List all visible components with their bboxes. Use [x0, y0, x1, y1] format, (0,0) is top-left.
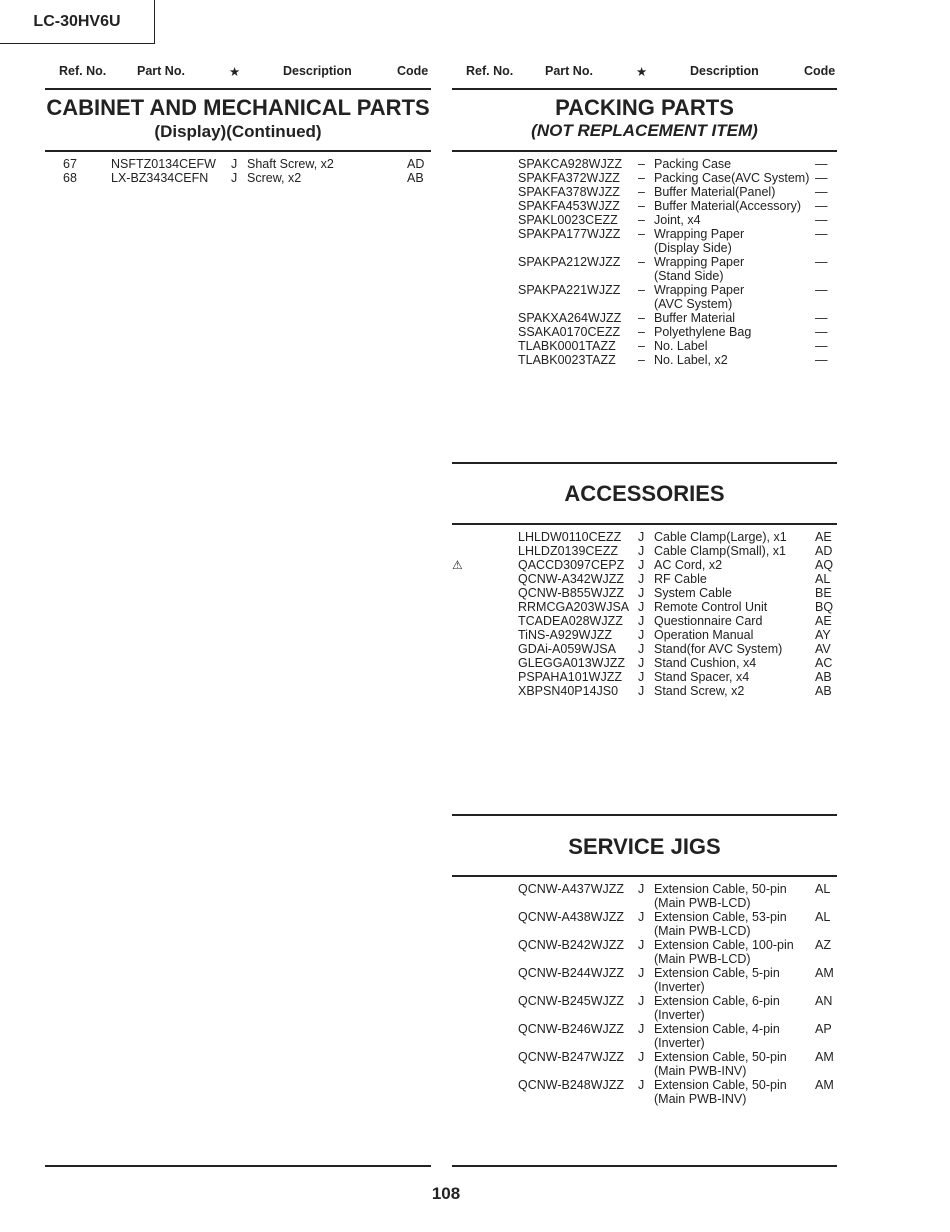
description-cell: Wrapping Paper [654, 255, 745, 269]
table-row [0, 938, 950, 966]
description-detail-cell: (Inverter) [654, 1036, 705, 1050]
part-number-cell: SPAKPA212WJZZ [518, 255, 621, 269]
code-cell: AM [815, 966, 834, 980]
part-number-cell: QCNW-A438WJZZ [518, 910, 625, 924]
part-number-cell: LHLDZ0139CEZZ [518, 544, 619, 558]
table-row [0, 255, 950, 283]
description-cell: System Cable [654, 586, 732, 600]
description-detail-cell: (Display Side) [654, 241, 732, 255]
section-rule-packing [452, 150, 837, 152]
description-cell: Wrapping Paper [654, 283, 745, 297]
description-cell: AC Cord, x2 [654, 558, 723, 572]
table-row [0, 311, 950, 325]
code-cell: AB [815, 684, 832, 698]
description-detail-cell: (Inverter) [654, 1008, 705, 1022]
ref-number-cell: 67 [63, 157, 77, 171]
header-code: Code [804, 64, 836, 78]
code-cell: — [815, 199, 828, 213]
mark-cell: – [638, 185, 645, 199]
part-number-cell: SPAKFA372WJZZ [518, 171, 620, 185]
description-cell: Extension Cable, 5-pin [654, 966, 780, 980]
mark-cell: J [638, 586, 645, 600]
part-number-cell: QCNW-A437WJZZ [518, 882, 625, 896]
header-rule-right [452, 88, 837, 90]
mark-cell: J [638, 966, 645, 980]
header-description: Description [283, 64, 352, 78]
part-number-cell: PSPAHA101WJZZ [518, 670, 622, 684]
table-row [0, 586, 950, 600]
header-ref-no: Ref. No. [466, 64, 514, 78]
code-cell: — [815, 213, 828, 227]
description-cell: Stand Cushion, x4 [654, 656, 757, 670]
mark-cell: J [638, 670, 645, 684]
table-row [0, 1078, 950, 1106]
description-cell: Buffer Material(Accessory) [654, 199, 802, 213]
part-number-cell: LHLDW0110CEZZ [518, 530, 622, 544]
mark-cell: J [231, 171, 238, 185]
part-number-cell: SPAKCA928WJZZ [518, 157, 622, 171]
description-cell: Remote Control Unit [654, 600, 768, 614]
mark-cell: J [638, 530, 645, 544]
mark-cell: J [638, 614, 645, 628]
description-cell: Screw, x2 [247, 171, 302, 185]
code-cell: AE [815, 614, 832, 628]
table-row [0, 684, 950, 698]
description-cell: Packing Case(AVC System) [654, 171, 810, 185]
code-cell: AB [815, 670, 832, 684]
part-number-cell: SPAKPA177WJZZ [518, 227, 621, 241]
table-row [0, 339, 950, 353]
code-cell: — [815, 339, 828, 353]
table-row [0, 614, 950, 628]
table-row [0, 656, 950, 670]
section-rule-accessories [452, 523, 837, 525]
section-rule-accessories-top [452, 462, 837, 464]
mark-cell: – [638, 199, 645, 213]
part-number-cell: TLABK0001TAZZ [518, 339, 616, 353]
description-detail-cell: (Main PWB-LCD) [654, 924, 751, 938]
mark-cell: – [638, 213, 645, 227]
description-cell: Joint, x4 [654, 213, 701, 227]
mark-cell: – [638, 339, 645, 353]
part-number-cell: QCNW-A342WJZZ [518, 572, 625, 586]
table-row [0, 600, 950, 614]
mark-cell: – [638, 325, 645, 339]
code-cell: AM [815, 1078, 834, 1092]
mark-cell: – [638, 255, 645, 269]
table-row [0, 558, 950, 572]
description-cell: Buffer Material(Panel) [654, 185, 776, 199]
table-row [0, 572, 950, 586]
description-cell: Stand Spacer, x4 [654, 670, 750, 684]
section-title-service-jigs: SERVICE JIGS [568, 834, 721, 859]
code-cell: AY [815, 628, 831, 642]
section-title-accessories: ACCESSORIES [564, 481, 725, 506]
header-description: Description [690, 64, 759, 78]
description-cell: Operation Manual [654, 628, 754, 642]
code-cell: AD [407, 157, 425, 171]
mark-cell: J [638, 882, 645, 896]
mark-cell: – [638, 227, 645, 241]
mark-cell: J [638, 642, 645, 656]
section-subtitle-cabinet: (Display)(Continued) [154, 122, 322, 141]
part-number-cell: QCNW-B246WJZZ [518, 1022, 625, 1036]
description-cell: Wrapping Paper [654, 227, 745, 241]
mark-cell: J [638, 938, 645, 952]
mark-cell: J [638, 656, 645, 670]
mark-cell: J [638, 684, 645, 698]
description-cell: Buffer Material [654, 311, 736, 325]
mark-cell: J [638, 628, 645, 642]
description-cell: Polyethylene Bag [654, 325, 752, 339]
code-cell: AC [815, 656, 833, 670]
part-number-cell: QACCD3097CEPZ [518, 558, 625, 572]
part-number-cell: QCNW-B855WJZZ [518, 586, 625, 600]
code-cell: — [815, 157, 828, 171]
table-row [0, 628, 950, 642]
description-detail-cell: (Main PWB-LCD) [654, 952, 751, 966]
description-cell: Extension Cable, 100-pin [654, 938, 794, 952]
part-number-cell: GLEGGA013WJZZ [518, 656, 625, 670]
description-cell: Extension Cable, 50-pin [654, 882, 787, 896]
part-number-cell: QCNW-B248WJZZ [518, 1078, 625, 1092]
table-row [0, 227, 950, 255]
mark-cell: J [638, 600, 645, 614]
description-cell: Extension Cable, 53-pin [654, 910, 787, 924]
description-detail-cell: (Inverter) [654, 980, 705, 994]
table-row [0, 670, 950, 684]
section-rule-cabinet [45, 150, 431, 152]
description-cell: Stand Screw, x2 [654, 684, 745, 698]
section-title-packing: PACKING PARTS [555, 95, 734, 120]
part-number-cell: TiNS-A929WJZZ [518, 628, 612, 642]
mark-cell: – [638, 157, 645, 171]
description-cell: No. Label [654, 339, 708, 353]
part-number-cell: TLABK0023TAZZ [518, 353, 616, 367]
table-row [0, 910, 950, 938]
header-part-no: Part No. [137, 64, 185, 78]
description-cell: Extension Cable, 50-pin [654, 1050, 787, 1064]
table-row [0, 544, 950, 558]
table-row [0, 1050, 950, 1078]
part-number-cell: QCNW-B242WJZZ [518, 938, 625, 952]
part-number-cell: NSFTZ0134CEFW [111, 157, 216, 171]
mark-cell: – [638, 283, 645, 297]
header-ref-no: Ref. No. [59, 64, 107, 78]
mark-cell: – [638, 353, 645, 367]
code-cell: AB [407, 171, 424, 185]
code-cell: AQ [815, 558, 834, 572]
code-cell: — [815, 283, 828, 297]
description-cell: Stand(for AVC System) [654, 642, 783, 656]
warning-icon: ⚠ [452, 558, 463, 572]
header-star-icon: ★ [229, 65, 241, 79]
code-cell: — [815, 325, 828, 339]
code-cell: — [815, 171, 828, 185]
code-cell: — [815, 227, 828, 241]
table-row [0, 642, 950, 656]
part-number-cell: QCNW-B244WJZZ [518, 966, 625, 980]
header-code: Code [397, 64, 429, 78]
table-row [0, 283, 950, 311]
description-cell: Extension Cable, 50-pin [654, 1078, 787, 1092]
mark-cell: J [638, 572, 645, 586]
description-detail-cell: (Main PWB-LCD) [654, 896, 751, 910]
description-cell: Packing Case [654, 157, 732, 171]
code-cell: AL [815, 572, 831, 586]
table-row [0, 157, 950, 171]
model-label: LC-30HV6U [0, 0, 155, 44]
part-number-cell: SSAKA0170CEZZ [518, 325, 621, 339]
code-cell: AM [815, 1050, 834, 1064]
table-row [0, 966, 950, 994]
description-cell: Cable Clamp(Small), x1 [654, 544, 786, 558]
description-cell: Shaft Screw, x2 [247, 157, 334, 171]
mark-cell: – [638, 171, 645, 185]
header-star-icon: ★ [636, 65, 648, 79]
description-cell: RF Cable [654, 572, 707, 586]
table-row [0, 171, 950, 185]
code-cell: AL [815, 882, 831, 896]
footer-rule-left [45, 1165, 431, 1167]
code-cell: AL [815, 910, 831, 924]
ref-number-cell: 68 [63, 171, 77, 185]
code-cell: BQ [815, 600, 834, 614]
part-number-cell: SPAKFA453WJZZ [518, 199, 620, 213]
table-row [0, 213, 950, 227]
header-rule-left [45, 88, 431, 90]
mark-cell: J [638, 994, 645, 1008]
section-rule-jigs [452, 875, 837, 877]
code-cell: — [815, 185, 828, 199]
part-number-cell: QCNW-B247WJZZ [518, 1050, 625, 1064]
part-number-cell: XBPSN40P14JS0 [518, 684, 619, 698]
code-cell: — [815, 255, 828, 269]
part-number-cell: TCADEA028WJZZ [518, 614, 623, 628]
part-number-cell: SPAKPA221WJZZ [518, 283, 621, 297]
description-cell: No. Label, x2 [654, 353, 728, 367]
header-part-no: Part No. [545, 64, 593, 78]
table-row [0, 185, 950, 199]
code-cell: AV [815, 642, 831, 656]
code-cell: AD [815, 544, 833, 558]
code-cell: AZ [815, 938, 831, 952]
code-cell: — [815, 311, 828, 325]
description-detail-cell: (Stand Side) [654, 269, 724, 283]
table-row [0, 530, 950, 544]
section-title-cabinet: CABINET AND MECHANICAL PARTS [46, 95, 430, 120]
description-cell: Extension Cable, 6-pin [654, 994, 780, 1008]
table-row [0, 199, 950, 213]
mark-cell: J [638, 910, 645, 924]
table-row [0, 353, 950, 367]
table-row [0, 994, 950, 1022]
mark-cell: J [638, 558, 645, 572]
section-subtitle-packing: (NOT REPLACEMENT ITEM) [531, 121, 758, 140]
part-number-cell: SPAKL0023CEZZ [518, 213, 618, 227]
part-number-cell: QCNW-B245WJZZ [518, 994, 625, 1008]
section-rule-jigs-top [452, 814, 837, 816]
mark-cell: J [638, 1022, 645, 1036]
description-cell: Extension Cable, 4-pin [654, 1022, 780, 1036]
mark-cell: J [231, 157, 238, 171]
description-detail-cell: (Main PWB-INV) [654, 1092, 747, 1106]
part-number-cell: RRMCGA203WJSA [518, 600, 630, 614]
table-row [0, 325, 950, 339]
description-cell: Questionnaire Card [654, 614, 763, 628]
page-number: 108 [431, 1184, 461, 1203]
table-row [0, 1022, 950, 1050]
code-cell: AP [815, 1022, 832, 1036]
code-cell: — [815, 353, 828, 367]
code-cell: BE [815, 586, 832, 600]
part-number-cell: SPAKXA264WJZZ [518, 311, 622, 325]
part-number-cell: LX-BZ3434CEFN [111, 171, 209, 185]
part-number-cell: GDAi-A059WJSA [518, 642, 616, 656]
part-number-cell: SPAKFA378WJZZ [518, 185, 620, 199]
mark-cell: J [638, 1078, 645, 1092]
code-cell: AE [815, 530, 832, 544]
description-detail-cell: (AVC System) [654, 297, 733, 311]
table-row [0, 882, 950, 910]
mark-cell: – [638, 311, 645, 325]
mark-cell: J [638, 1050, 645, 1064]
code-cell: AN [815, 994, 833, 1008]
mark-cell: J [638, 544, 645, 558]
description-detail-cell: (Main PWB-INV) [654, 1064, 747, 1078]
description-cell: Cable Clamp(Large), x1 [654, 530, 787, 544]
footer-rule-right [452, 1165, 837, 1167]
